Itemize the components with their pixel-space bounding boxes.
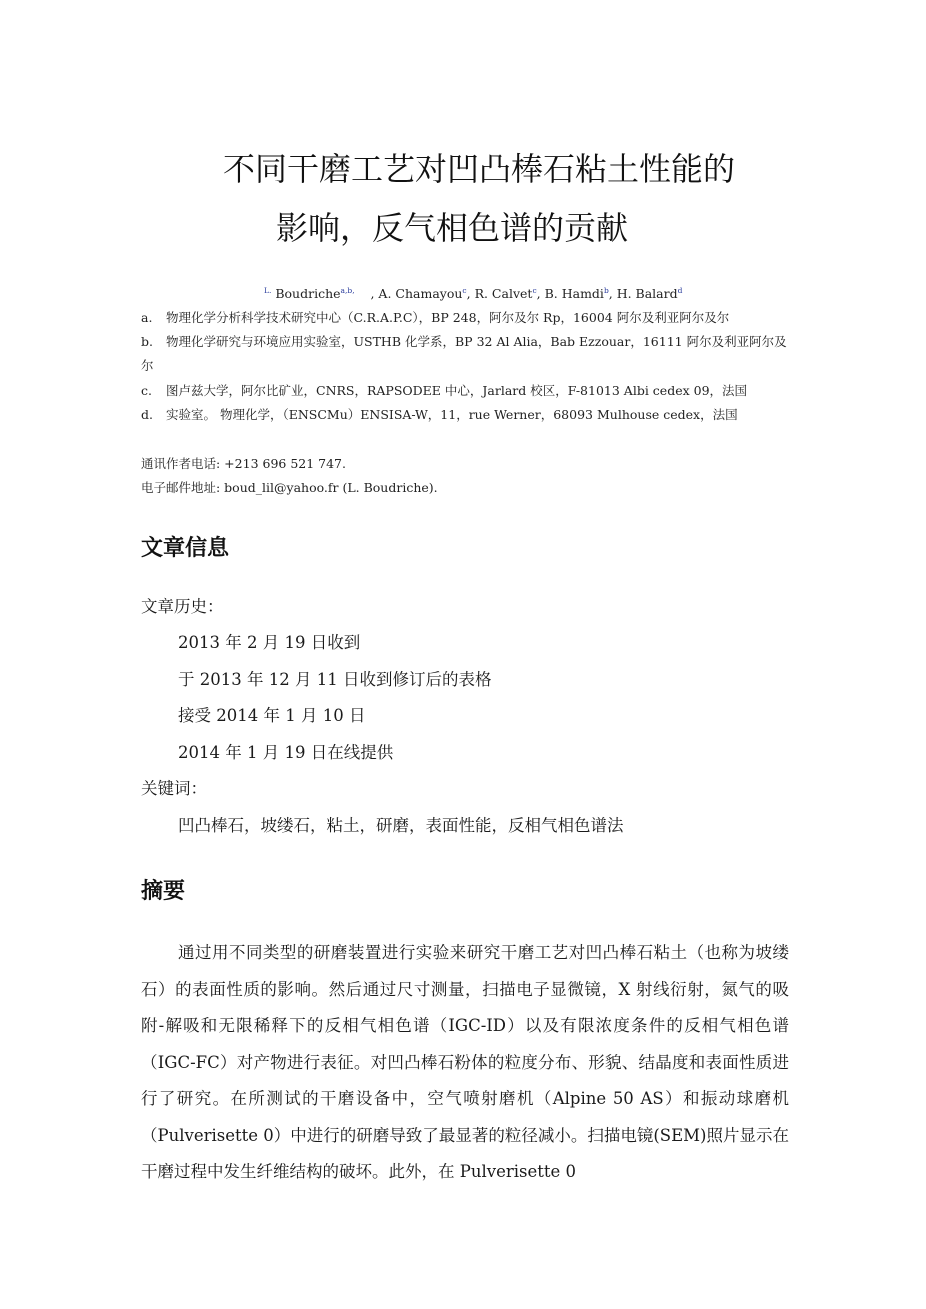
author-3: , R. Calvet — [466, 286, 533, 301]
corresponding-phone: 通讯作者电话: +213 696 521 747. — [141, 456, 346, 471]
keywords-list: 凹凸棒石，坡缕石，粘土，研磨，表面性能，反相气相色谱法 — [178, 816, 624, 835]
affiliation-text: 物理化学研究与环境应用实验室，USTHB 化学系，BP 32 Al Alia，Bab Ezzouar，16111 阿尔及利亚阿尔及尔 — [141, 334, 787, 373]
affiliation-d — [141, 403, 791, 427]
author-1: Boudriche — [271, 286, 341, 301]
affiliation-text: 实验室。 物理化学，（ENSCMu）ENSISA-W，11，rue Werner，68093 Mulhouse cedex，法国 — [166, 407, 738, 422]
affiliation-text: 物理化学分析科学技术研究中心（C.R.A.P.C），BP 248，阿尔及尔 Rp，16004 阿尔及利亚阿尔及尔 — [166, 310, 730, 325]
affiliation-text: 图卢兹大学，阿尔比矿业，CNRS，RAPSODEE 中心，Jarlard 校区，F-81013 Albi cedex 09，法国 — [166, 383, 748, 398]
corresponding-email[interactable]: 电子邮件地址: boud_lil@yahoo.fr (L. Boudriche). — [141, 480, 438, 495]
abstract-body: 通过用不同类型的研磨装置进行实验来研究干磨工艺对凹凸棒石粘土（也称为坡缕石）的表面性质的影响。然后通过尺寸测量，扫描电子显微镜，X 射线衍射，氮气的吸附-解吸和无限稀释下的反相气相色谱（IGC-ID）以及有限浓度条件的反相气相色谱（IGC-FC）对产物进行表征。对凹凸棒石粉体的粒度分布、形貌、结晶度和表面性质进行了研究。在所测试的干磨设备中，空气喷射磨机（Alpine 50 AS）和振动球磨机（Pulverisette 0）中进行的研磨导致了最显著的粒径减小。扫描电镜(SEM)照片显示在干磨过程中发生纤维结构的破坏。此外，在 Pulverisette 0 — [141, 943, 789, 1181]
affiliation-letter: c. — [141, 383, 152, 398]
title-line-1: 不同干磨工艺对凹凸棒石粘土性能的 — [223, 150, 736, 188]
history-accepted: 接受 2014 年 1 月 10 日 — [178, 706, 366, 725]
title-line-2: 影响，反气相色谱的贡献 — [276, 209, 629, 247]
article-info-heading: 文章信息 — [141, 536, 230, 561]
keywords-label: 关键词： — [141, 779, 207, 798]
affiliation-letter: b. — [141, 334, 153, 349]
affiliation-b — [141, 330, 791, 378]
author-list — [264, 286, 682, 301]
affiliation-a — [141, 306, 791, 330]
author-4-affil[interactable]: b — [603, 285, 609, 295]
affiliation-letter: a. — [141, 310, 153, 325]
author-4: , B. Hamdi — [536, 286, 604, 301]
abstract-heading: 摘要 — [141, 879, 186, 904]
author-5: , H. Balard — [608, 286, 678, 301]
affiliation-c — [141, 379, 791, 403]
history-label: 文章历史： — [141, 597, 224, 616]
history-revised: 于 2013 年 12 月 11 日收到修订后的表格 — [178, 670, 492, 689]
history-received: 2013 年 2 月 19 日收到 — [178, 633, 361, 652]
history-online: 2014 年 1 月 19 日在线提供 — [178, 743, 394, 762]
author-5-affil[interactable]: d — [677, 285, 683, 295]
author-3-affil[interactable]: c — [532, 285, 537, 295]
affiliation-letter: d. — [141, 407, 153, 422]
author-1-affil[interactable]: a,b, — [340, 285, 355, 295]
author-2-affil[interactable]: c — [462, 285, 467, 295]
author-2: , A. Chamayou — [354, 286, 463, 301]
author-1-initial-sup: L. — [264, 285, 272, 295]
